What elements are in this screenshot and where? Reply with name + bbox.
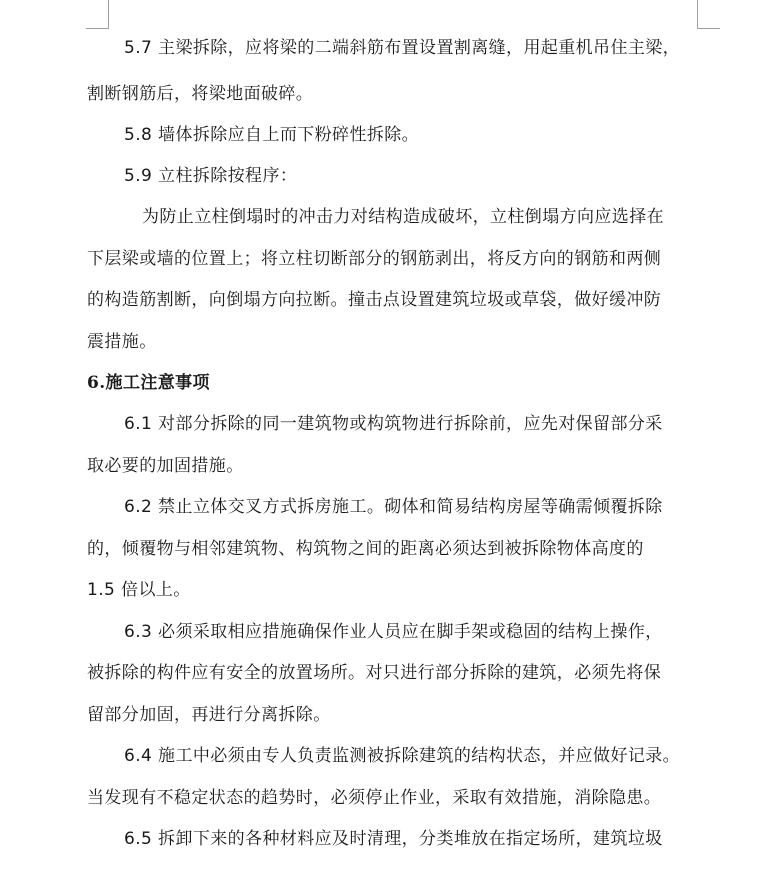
paragraph-column-line-3: 的构造筋割断，向倒塌方向拉断。撞击点设置建筑垃圾或草袋，做好缓冲防 [87,290,662,310]
paragraph-6-4-line-1: 6.4 施工中必须由专人负责监测被拆除建筑的结构状态，并应做好记录。 [124,746,681,766]
top-right-crop-mark [697,0,720,29]
paragraph-6-3-line-3: 留部分加固，再进行分离拆除。 [87,705,331,725]
paragraph-5-8: 5.8 墙体拆除应自上而下粉碎性拆除。 [124,125,420,145]
paragraph-6-3-line-2: 被拆除的构件应有安全的放置场所。对只进行部分拆除的建筑，必须先将保 [87,663,662,683]
paragraph-6-5-line-1: 6.5 拆卸下来的各种材料应及时清理，分类堆放在指定场所，建筑垃圾 [124,829,663,849]
paragraph-5-9: 5.9 立柱拆除按程序： [124,166,298,186]
paragraph-6-1-line-2: 取必要的加固措施。 [87,456,244,476]
paragraph-6-3-line-1: 6.3 必须采取相应措施确保作业人员应在脚手架或稳固的结构上操作， [124,622,663,642]
paragraph-column-line-1: 为防止立柱倒塌时的冲击力对结构造成破坏，立柱倒塌方向应选择在 [142,207,664,227]
section-heading-6: 6.施工注意事项 [87,373,210,393]
paragraph-column-line-4: 震措施。 [87,332,157,352]
paragraph-5-7-line-2: 割断钢筋后，将梁地面破碎。 [87,84,314,104]
top-left-crop-mark [86,0,109,29]
paragraph-6-1-line-1: 6.1 对部分拆除的同一建筑物或构筑物进行拆除前，应先对保留部分采 [124,414,663,434]
paragraph-6-2-line-1: 6.2 禁止立体交叉方式拆房施工。砌体和简易结构房屋等确需倾覆拆除 [124,497,663,517]
paragraph-5-7-line-1: 5.7 主梁拆除，应将梁的二端斜筋布置设置割离缝，用起重机吊住主梁， [124,38,681,58]
paragraph-6-4-line-2: 当发现有不稳定状态的趋势时，必须停止作业，采取有效措施，消除隐患。 [87,788,662,808]
paragraph-6-2-line-3: 1.5 倍以上。 [87,580,191,600]
paragraph-column-line-2: 下层梁或墙的位置上；将立柱切断部分的钢筋剥出，将反方向的钢筋和两侧 [87,249,662,269]
paragraph-6-2-line-2: 的，倾覆物与相邻建筑物、构筑物之间的距离必须达到被拆除物体高度的 [87,539,644,559]
